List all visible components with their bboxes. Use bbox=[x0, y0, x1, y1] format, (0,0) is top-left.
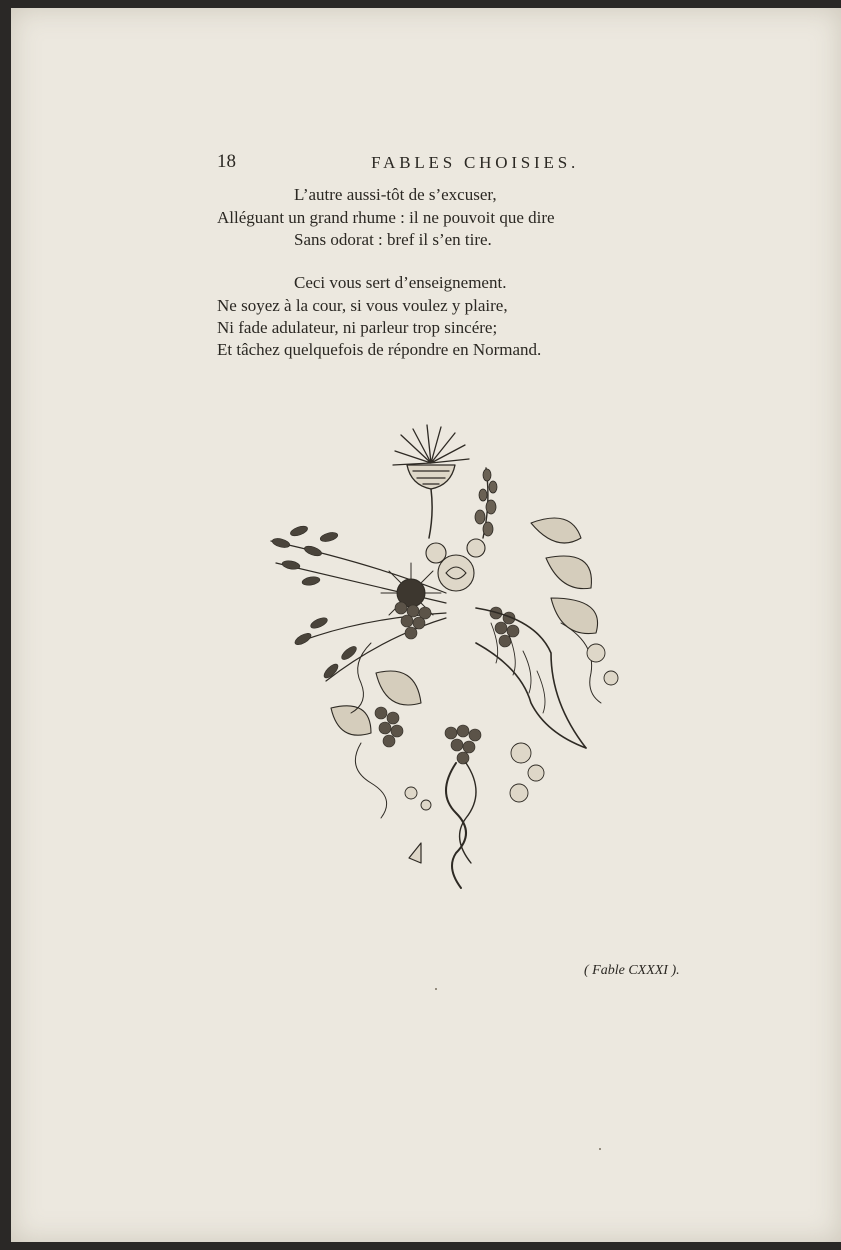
verse-line-5: Ne soyez à la cour, si vous voulez y plaire, bbox=[217, 296, 508, 315]
floral-cornucopia-engraving-icon bbox=[251, 413, 641, 903]
verse-line-7: Et tâchez quelquefois de répondre en Normand. bbox=[217, 340, 542, 359]
page-number: 18 bbox=[217, 151, 236, 172]
verse-line-4: Ceci vous sert d’enseignement. bbox=[294, 273, 507, 292]
book-page bbox=[11, 8, 841, 1242]
paper-speck bbox=[599, 1148, 601, 1150]
verse-line-3: Sans odorat : bref il s’en tire. bbox=[294, 230, 492, 249]
paper-speck bbox=[435, 988, 437, 990]
running-title: FABLES CHOISIES. bbox=[371, 153, 579, 172]
catchword: ( Fable CXXXI ). bbox=[584, 963, 680, 978]
page-header bbox=[217, 151, 579, 173]
verse-line-2: Alléguant un grand rhume : il ne pouvoit que dire bbox=[217, 208, 555, 227]
verse-line-6: Ni fade adulateur, ni parleur trop sincére; bbox=[217, 318, 498, 337]
verse-line-1: L’autre aussi-tôt de s’excuser, bbox=[294, 185, 497, 204]
